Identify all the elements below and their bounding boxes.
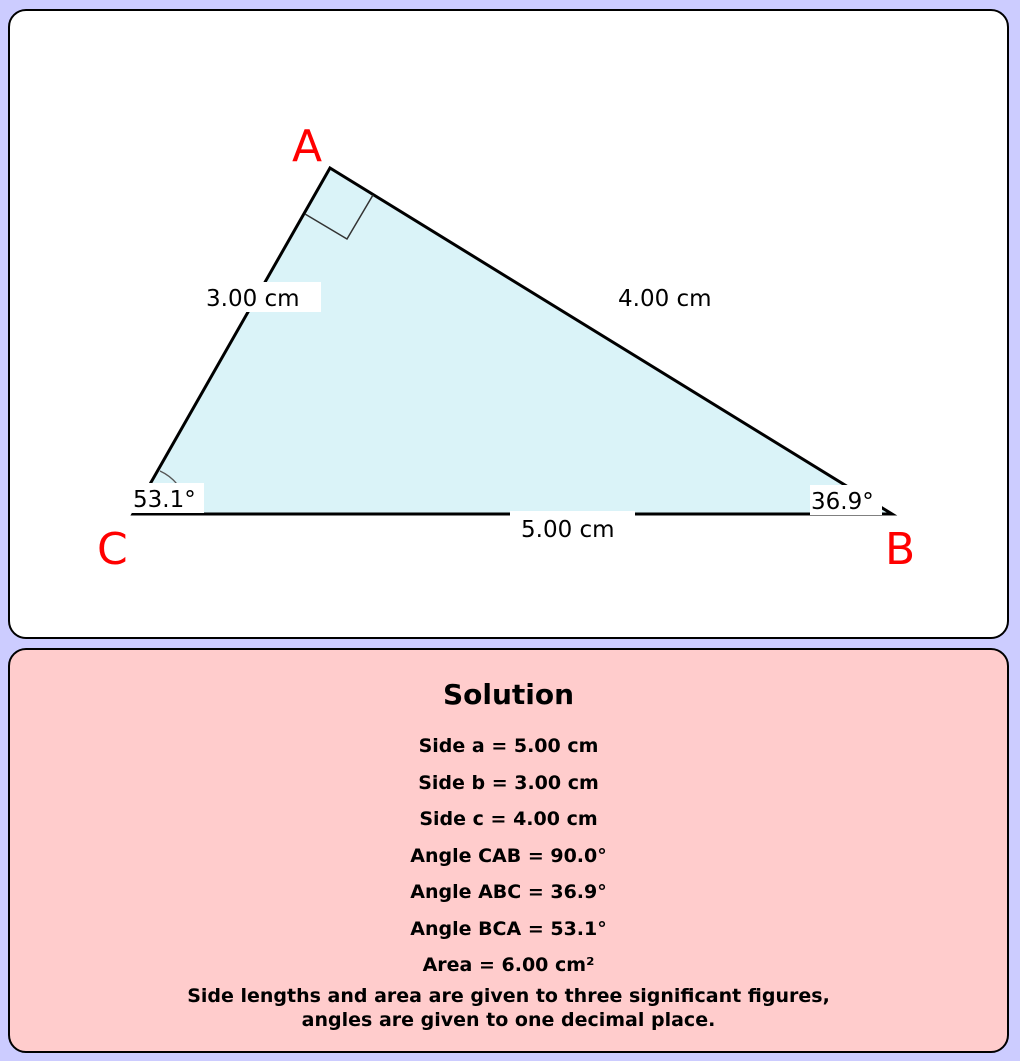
side-a-label: 5.00 cm xyxy=(521,517,615,543)
solution-angle-bca: Angle BCA = 53.1° xyxy=(410,917,607,940)
solution-title: Solution xyxy=(442,678,575,711)
angle-b-label: 36.9° xyxy=(811,489,874,515)
solution-note-line1: Side lengths and area are given to three significant figures, xyxy=(187,984,830,1007)
vertex-a-label: A xyxy=(292,121,323,172)
solution-side-b: Side b = 3.00 cm xyxy=(418,771,599,794)
diagram-panel xyxy=(8,9,1009,639)
solution-note-line2: angles are given to one decimal place. xyxy=(301,1008,716,1031)
side-b-label: 3.00 cm xyxy=(206,286,300,312)
vertex-c-label: C xyxy=(97,524,128,575)
solution-side-a: Side a = 5.00 cm xyxy=(418,735,599,757)
side-c-label: 4.00 cm xyxy=(618,286,712,312)
vertex-b-label: B xyxy=(885,524,916,575)
solution-side-c: Side c = 4.00 cm xyxy=(419,808,598,830)
solution-area: Area = 6.00 cm² xyxy=(422,954,595,976)
solution-angle-abc: Angle ABC = 36.9° xyxy=(410,881,607,903)
triangle-diagram xyxy=(10,11,1011,641)
angle-c-label: 53.1° xyxy=(133,487,196,513)
solution-panel xyxy=(8,648,1009,1053)
solution-lines xyxy=(10,728,1007,984)
triangle-shape xyxy=(133,168,892,514)
solution-angle-cab: Angle CAB = 90.0° xyxy=(410,844,607,867)
